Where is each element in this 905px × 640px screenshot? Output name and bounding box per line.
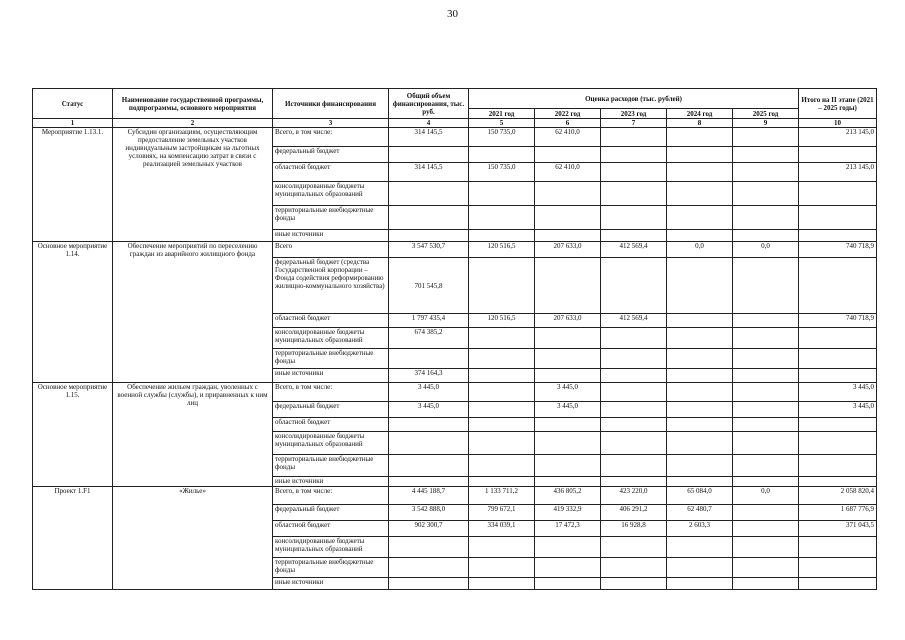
- status-cell: Основное мероприятие 1.14.: [33, 242, 113, 383]
- year-2024-cell: [667, 182, 733, 206]
- year-2022-cell: 207 633,0: [535, 314, 601, 328]
- total-cell: [389, 206, 469, 230]
- column-number: 10: [799, 119, 877, 128]
- year-2023-cell: [601, 128, 667, 147]
- column-number: 5: [469, 119, 535, 128]
- program-name-cell: Обеспечение жильем граждан, уволенных с военной службы (службы), и приравненных к ним лиц: [113, 383, 273, 487]
- year-2025-cell: [733, 147, 799, 163]
- year-2024-cell: [667, 558, 733, 578]
- funding-source-cell: консолидированные бюджеты муниципальных образований: [273, 328, 389, 349]
- stage-total-cell: 3 445,0: [799, 402, 877, 418]
- year-2024-cell: [667, 349, 733, 369]
- column-number: 2: [113, 119, 273, 128]
- funding-source-cell: Всего, в том числе:: [273, 487, 389, 505]
- program-name-cell: Обеспечение мероприятий по переселению граждан из аварийного жилищного фонда: [113, 242, 273, 383]
- total-cell: 4 445 188,7: [389, 487, 469, 505]
- year-2023-cell: [601, 369, 667, 383]
- year-2021-cell: 120 516,5: [469, 314, 535, 328]
- year-2022-cell: [535, 432, 601, 455]
- year-2024-cell: [667, 537, 733, 558]
- total-cell: [389, 182, 469, 206]
- year-2022-cell: [535, 418, 601, 432]
- year-2024-cell: [667, 369, 733, 383]
- year-2024-cell: [667, 147, 733, 163]
- funding-source-cell: областной бюджет: [273, 314, 389, 328]
- year-2024-cell: [667, 418, 733, 432]
- year-2024-cell: 2 603,3: [667, 521, 733, 537]
- funding-source-cell: иные источники: [273, 477, 389, 487]
- year-2025-cell: [733, 206, 799, 230]
- funding-source-cell: федеральный бюджет: [273, 147, 389, 163]
- table-body: [33, 119, 877, 590]
- stage-total-cell: [799, 206, 877, 230]
- stage-total-cell: [799, 455, 877, 477]
- stage-total-cell: [799, 537, 877, 558]
- funding-source-cell: областной бюджет: [273, 521, 389, 537]
- header-stage-total: Итого на II этапе (2021 – 2025 годы): [799, 89, 877, 119]
- year-2025-cell: 0,0: [733, 487, 799, 505]
- funding-source-cell: Всего, в том числе:: [273, 383, 389, 402]
- year-2021-cell: [469, 147, 535, 163]
- total-cell: 3 445,0: [389, 383, 469, 402]
- stage-total-cell: 213 145,0: [799, 163, 877, 182]
- year-2022-cell: [535, 455, 601, 477]
- year-2021-cell: [469, 537, 535, 558]
- year-2022-cell: [535, 369, 601, 383]
- funding-source-cell: территориальные внебюджетные фонды: [273, 206, 389, 230]
- year-2023-cell: [601, 163, 667, 182]
- year-2024-cell: 65 084,0: [667, 487, 733, 505]
- year-2021-cell: [469, 230, 535, 242]
- stage-total-cell: [799, 230, 877, 242]
- table-row: [33, 128, 877, 147]
- stage-total-cell: [799, 578, 877, 590]
- year-2023-cell: [601, 147, 667, 163]
- year-2024-cell: [667, 432, 733, 455]
- year-2021-cell: [469, 206, 535, 230]
- year-2022-cell: 17 472,3: [535, 521, 601, 537]
- header-year: 2025 год: [733, 109, 799, 119]
- year-2021-cell: [469, 402, 535, 418]
- stage-total-cell: 2 058 820,4: [799, 487, 877, 505]
- stage-total-cell: [799, 432, 877, 455]
- year-2021-cell: [469, 455, 535, 477]
- year-2024-cell: [667, 455, 733, 477]
- year-2024-cell: 62 480,7: [667, 505, 733, 521]
- total-cell: 3 547 530,7: [389, 242, 469, 258]
- year-2025-cell: [733, 328, 799, 349]
- year-2023-cell: [601, 402, 667, 418]
- year-2021-cell: 1 133 711,2: [469, 487, 535, 505]
- year-2022-cell: [535, 206, 601, 230]
- year-2022-cell: [535, 182, 601, 206]
- year-2021-cell: 120 516,5: [469, 242, 535, 258]
- year-2021-cell: 799 672,1: [469, 505, 535, 521]
- total-cell: 3 542 888,0: [389, 505, 469, 521]
- column-number: 1: [33, 119, 113, 128]
- year-2025-cell: [733, 163, 799, 182]
- total-cell: [389, 558, 469, 578]
- year-2021-cell: [469, 369, 535, 383]
- column-number: 4: [389, 119, 469, 128]
- stage-total-cell: 740 718,9: [799, 314, 877, 328]
- year-2021-cell: [469, 383, 535, 402]
- page-number: 30: [447, 8, 458, 20]
- year-2024-cell: 0,0: [667, 242, 733, 258]
- header-status: Статус: [33, 89, 113, 119]
- total-cell: [389, 418, 469, 432]
- status-cell: Мероприятие 1.13.1.: [33, 128, 113, 242]
- year-2025-cell: [733, 128, 799, 147]
- stage-total-cell: [799, 182, 877, 206]
- year-2024-cell: [667, 230, 733, 242]
- funding-source-cell: иные источники: [273, 578, 389, 590]
- total-cell: 374 164,3: [389, 369, 469, 383]
- total-cell: 1 797 435,4: [389, 314, 469, 328]
- stage-total-cell: [799, 558, 877, 578]
- year-2025-cell: [733, 432, 799, 455]
- year-2022-cell: [535, 230, 601, 242]
- year-2021-cell: [469, 418, 535, 432]
- funding-source-cell: федеральный бюджет: [273, 402, 389, 418]
- stage-total-cell: 213 145,0: [799, 128, 877, 147]
- stage-total-cell: [799, 369, 877, 383]
- year-2025-cell: [733, 505, 799, 521]
- stage-total-cell: [799, 477, 877, 487]
- year-2024-cell: [667, 258, 733, 314]
- stage-total-cell: [799, 147, 877, 163]
- year-2023-cell: [601, 477, 667, 487]
- stage-total-cell: 3 445,0: [799, 383, 877, 402]
- column-number-row: [33, 119, 877, 128]
- year-2022-cell: [535, 147, 601, 163]
- year-2025-cell: [733, 182, 799, 206]
- column-number: 6: [535, 119, 601, 128]
- total-cell: [389, 349, 469, 369]
- year-2022-cell: [535, 537, 601, 558]
- header-year: 2023 год: [601, 109, 667, 119]
- stage-total-cell: 740 718,9: [799, 242, 877, 258]
- year-2025-cell: [733, 418, 799, 432]
- year-2024-cell: [667, 402, 733, 418]
- year-2024-cell: [667, 578, 733, 590]
- year-2022-cell: 207 633,0: [535, 242, 601, 258]
- year-2023-cell: [601, 537, 667, 558]
- total-cell: [389, 147, 469, 163]
- total-cell: 701 545,8: [389, 258, 469, 314]
- funding-source-cell: территориальные внебюджетные фонды: [273, 349, 389, 369]
- year-2021-cell: [469, 578, 535, 590]
- year-2024-cell: [667, 206, 733, 230]
- column-number: 8: [667, 119, 733, 128]
- column-number: 9: [733, 119, 799, 128]
- year-2025-cell: [733, 402, 799, 418]
- year-2025-cell: [733, 477, 799, 487]
- column-number: 7: [601, 119, 667, 128]
- year-2022-cell: 3 445,0: [535, 383, 601, 402]
- year-2023-cell: [601, 328, 667, 349]
- table-row: [33, 242, 877, 258]
- total-cell: [389, 477, 469, 487]
- status-cell: Основное мероприятие 1.15.: [33, 383, 113, 487]
- year-2023-cell: [601, 455, 667, 477]
- year-2023-cell: [601, 418, 667, 432]
- year-2025-cell: [733, 455, 799, 477]
- financing-table: [32, 88, 877, 590]
- total-cell: 3 445,0: [389, 402, 469, 418]
- year-2022-cell: [535, 578, 601, 590]
- table-row: [33, 383, 877, 402]
- year-2021-cell: 150 735,0: [469, 128, 535, 147]
- year-2021-cell: [469, 432, 535, 455]
- year-2021-cell: [469, 182, 535, 206]
- year-2025-cell: [733, 537, 799, 558]
- year-2023-cell: [601, 383, 667, 402]
- year-2024-cell: [667, 163, 733, 182]
- year-2025-cell: [733, 230, 799, 242]
- year-2025-cell: [733, 578, 799, 590]
- stage-total-cell: [799, 258, 877, 314]
- year-2021-cell: 150 735,0: [469, 163, 535, 182]
- year-2023-cell: [601, 558, 667, 578]
- year-2023-cell: 412 569,4: [601, 242, 667, 258]
- table-row: [33, 487, 877, 505]
- stage-total-cell: [799, 328, 877, 349]
- year-2024-cell: [667, 128, 733, 147]
- funding-source-cell: консолидированные бюджеты муниципальных образований: [273, 537, 389, 558]
- funding-source-cell: консолидированные бюджеты муниципальных образований: [273, 432, 389, 455]
- status-cell: Проект 1.F1: [33, 487, 113, 590]
- total-cell: 902 300,7: [389, 521, 469, 537]
- funding-source-cell: Всего, в том числе:: [273, 128, 389, 147]
- funding-source-cell: территориальные внебюджетные фонды: [273, 558, 389, 578]
- year-2023-cell: 412 569,4: [601, 314, 667, 328]
- year-2022-cell: 62 410,0: [535, 128, 601, 147]
- header-sources: Источники финансирования: [273, 89, 389, 119]
- header-year: 2021 год: [469, 109, 535, 119]
- year-2023-cell: [601, 432, 667, 455]
- year-2022-cell: [535, 258, 601, 314]
- year-2025-cell: [733, 383, 799, 402]
- funding-source-cell: федеральный бюджет (средства Государственной корпорации – Фонда содействия реформированию жилищно-коммунального хозяйства): [273, 258, 389, 314]
- total-cell: [389, 230, 469, 242]
- funding-source-cell: федеральный бюджет: [273, 505, 389, 521]
- year-2021-cell: 334 039,1: [469, 521, 535, 537]
- header-name: Наименование государственной программы, подпрограммы, основного мероприятия: [113, 89, 273, 119]
- year-2022-cell: [535, 558, 601, 578]
- total-cell: 674 385,2: [389, 328, 469, 349]
- year-2021-cell: [469, 349, 535, 369]
- year-2024-cell: [667, 328, 733, 349]
- stage-total-cell: 1 687 776,9: [799, 505, 877, 521]
- year-2025-cell: [733, 369, 799, 383]
- program-name-cell: Субсидии организациям, осуществляющим предоставление земельных участков индивидуальным застройщикам на льготных условиях, на компенсацию затрат в связи с реализацией земельных участков: [113, 128, 273, 242]
- year-2023-cell: 406 291,2: [601, 505, 667, 521]
- year-2022-cell: [535, 349, 601, 369]
- year-2023-cell: [601, 258, 667, 314]
- column-number: 3: [273, 119, 389, 128]
- year-2021-cell: [469, 558, 535, 578]
- year-2021-cell: [469, 328, 535, 349]
- year-2025-cell: [733, 349, 799, 369]
- year-2021-cell: [469, 258, 535, 314]
- header-year: 2022 год: [535, 109, 601, 119]
- year-2023-cell: 423 220,0: [601, 487, 667, 505]
- year-2023-cell: [601, 182, 667, 206]
- funding-source-cell: областной бюджет: [273, 163, 389, 182]
- year-2021-cell: [469, 477, 535, 487]
- year-2024-cell: [667, 383, 733, 402]
- funding-source-cell: областной бюджет: [273, 418, 389, 432]
- stage-total-cell: 371 043,5: [799, 521, 877, 537]
- total-cell: [389, 432, 469, 455]
- year-2025-cell: [733, 521, 799, 537]
- year-2025-cell: [733, 558, 799, 578]
- funding-source-cell: Всего: [273, 242, 389, 258]
- year-2023-cell: 16 928,8: [601, 521, 667, 537]
- total-cell: [389, 537, 469, 558]
- year-2025-cell: [733, 258, 799, 314]
- funding-source-cell: иные источники: [273, 230, 389, 242]
- year-2022-cell: [535, 477, 601, 487]
- funding-source-cell: консолидированные бюджеты муниципальных образований: [273, 182, 389, 206]
- year-2024-cell: [667, 477, 733, 487]
- header-total: Общий объем финансирования, тыс. руб.: [389, 89, 469, 119]
- year-2023-cell: [601, 578, 667, 590]
- stage-total-cell: [799, 418, 877, 432]
- program-name-cell: «Жилье»: [113, 487, 273, 590]
- year-2022-cell: 3 445,0: [535, 402, 601, 418]
- year-2023-cell: [601, 349, 667, 369]
- year-2023-cell: [601, 230, 667, 242]
- year-2022-cell: 419 332,9: [535, 505, 601, 521]
- funding-source-cell: иные источники: [273, 369, 389, 383]
- total-cell: 314 145,5: [389, 128, 469, 147]
- total-cell: 314 145,5: [389, 163, 469, 182]
- stage-total-cell: [799, 349, 877, 369]
- funding-source-cell: территориальные внебюджетные фонды: [273, 455, 389, 477]
- year-2022-cell: 62 410,0: [535, 163, 601, 182]
- year-2025-cell: [733, 314, 799, 328]
- year-2024-cell: [667, 314, 733, 328]
- year-2022-cell: [535, 328, 601, 349]
- total-cell: [389, 455, 469, 477]
- year-2025-cell: 0,0: [733, 242, 799, 258]
- year-2022-cell: 436 805,2: [535, 487, 601, 505]
- header-year: 2024 год: [667, 109, 733, 119]
- total-cell: [389, 578, 469, 590]
- year-2023-cell: [601, 206, 667, 230]
- header-estimate: Оценка расходов (тыс. рублей): [469, 89, 799, 109]
